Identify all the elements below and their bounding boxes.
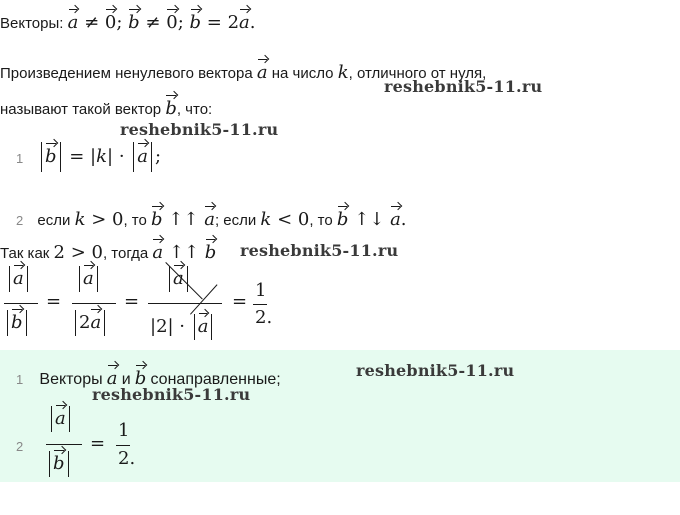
then-text-3: , тогда xyxy=(102,245,149,262)
definition-text-5: , что: xyxy=(176,101,213,118)
watermark: reshebnik5-11.ru xyxy=(384,77,543,96)
watermark: reshebnik5-11.ru xyxy=(92,385,251,404)
answer-1: 1 Векторы a и b сонаправленные; xyxy=(16,362,281,389)
vectors-label: Векторы: xyxy=(0,15,64,32)
watermark: reshebnik5-11.ru xyxy=(356,361,515,380)
answer-text-2: и xyxy=(121,371,131,388)
answer-2 xyxy=(16,438,23,455)
vectors-given-line xyxy=(0,6,256,33)
definition-text: Произведением ненулевого вектора xyxy=(0,65,253,82)
list-number: 2 xyxy=(16,439,24,454)
definition-text-4: называют такой вектор xyxy=(0,101,162,118)
list-number: 1 xyxy=(16,372,24,387)
property-2: 2 если k > 0, то b ↑↑ a; если k < 0, то b ↑↓ a. xyxy=(16,203,407,230)
then-text: , то xyxy=(123,212,147,229)
list-number: 1 xyxy=(16,151,24,166)
then-text-2: , то xyxy=(309,212,333,229)
if-text: если xyxy=(37,212,71,229)
definition-line-2: называют такой вектор b, что: xyxy=(0,92,212,119)
since-line: Так как 2 > 0, тогда a ↑↑ b xyxy=(0,236,216,263)
watermark: reshebnik5-11.ru xyxy=(120,120,279,139)
if-text-2: ; если xyxy=(214,212,257,229)
definition-text-3: , отличного от нуля, xyxy=(348,65,487,82)
list-number: 2 xyxy=(16,213,24,228)
definition-text-2: на число xyxy=(271,65,334,82)
property-1-formula: b = |k| · a ; xyxy=(38,140,161,172)
answer-text-3: сонаправленные; xyxy=(150,371,281,388)
k-symbol: k xyxy=(337,62,349,83)
definition-line-1: Произведением ненулевого вектора a на число k, отличного от нуля, xyxy=(0,56,486,83)
watermark: reshebnik5-11.ru xyxy=(240,241,399,260)
given-formula: a ≠ 0; b ≠ 0; b = 2a. xyxy=(68,12,256,33)
answer-text: Векторы xyxy=(39,371,103,388)
since-text: Так как xyxy=(0,245,50,262)
property-1 xyxy=(16,150,23,167)
